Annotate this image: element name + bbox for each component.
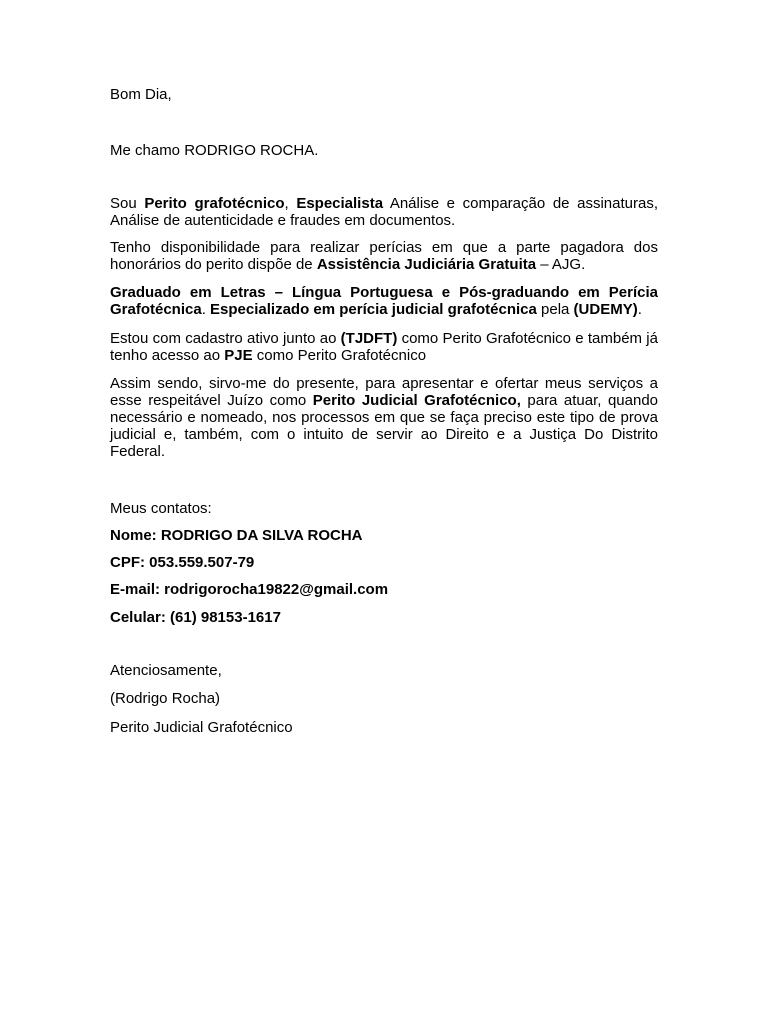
paragraph-availability [110,239,658,273]
text: . [637,301,642,318]
contacts-heading: Meus contatos: [110,500,212,517]
contact-cpf: CPF: 053.559.507-79 [110,554,255,571]
greeting: Bom Dia, [110,86,172,103]
contact-email: E-mail: rodrigorocha19822@gmail.com [110,581,389,598]
text: como Perito Grafotécnico [252,347,427,364]
closing: Atenciosamente, [110,662,222,679]
signature-name: (Rodrigo Rocha) [110,690,221,707]
text: para atuar, quando necessário e nomeado, nos processos em que se faça preciso este tipo de prova judicial e, também, com o intuito de servir ao Direito e a Justiça Do Distrito Federal. [110,392,659,460]
bold-text: (UDEMY) [573,301,638,318]
text: – AJG. [536,256,586,273]
paragraph-specialty [110,195,658,229]
letter-page [110,86,659,736]
text: , [284,195,297,212]
bold-text: Perito grafotécnico [144,195,285,212]
bold-text: Graduado em Letras – Língua Portuguesa e Pós-graduando em Perícia Grafotécnica [110,284,658,318]
bold-text: Especializado em perícia judicial grafotécnica [210,301,537,318]
bold-text: Especialista [296,195,384,212]
contact-phone: Celular: (61) 98153-1617 [110,609,281,626]
paragraph-registration [110,330,658,364]
bold-text: PJE [224,347,253,364]
text: Sou [110,195,145,212]
bold-text: Assistência Judiciária Gratuita [316,256,537,273]
bold-text: (TJDFT) [340,330,398,347]
text: Tenho disponibilidade para realizar perícias em que a parte pagadora dos honorários do perito dispõe de [110,239,658,273]
text: como Perito Grafotécnico e também já tenho acesso ao [110,330,658,364]
text: Análise e comparação de assinaturas, Análise de autenticidade e fraudes em documentos. [110,195,659,229]
contact-name: Nome: RODRIGO DA SILVA ROCHA [110,527,363,544]
intro-line: Me chamo RODRIGO ROCHA. [110,142,319,159]
paragraph-offer [110,375,658,460]
text: Assim sendo, sirvo-me do presente, para apresentar e ofertar meus serviços a esse respeitável Juízo como [110,375,658,409]
signature-title: Perito Judicial Grafotécnico [110,719,293,736]
bold-text: Perito Judicial Grafotécnico, [312,392,521,409]
text: pela [536,301,574,318]
text: Estou com cadastro ativo junto ao [110,330,341,347]
text: . [201,301,211,318]
paragraph-education [110,284,658,318]
